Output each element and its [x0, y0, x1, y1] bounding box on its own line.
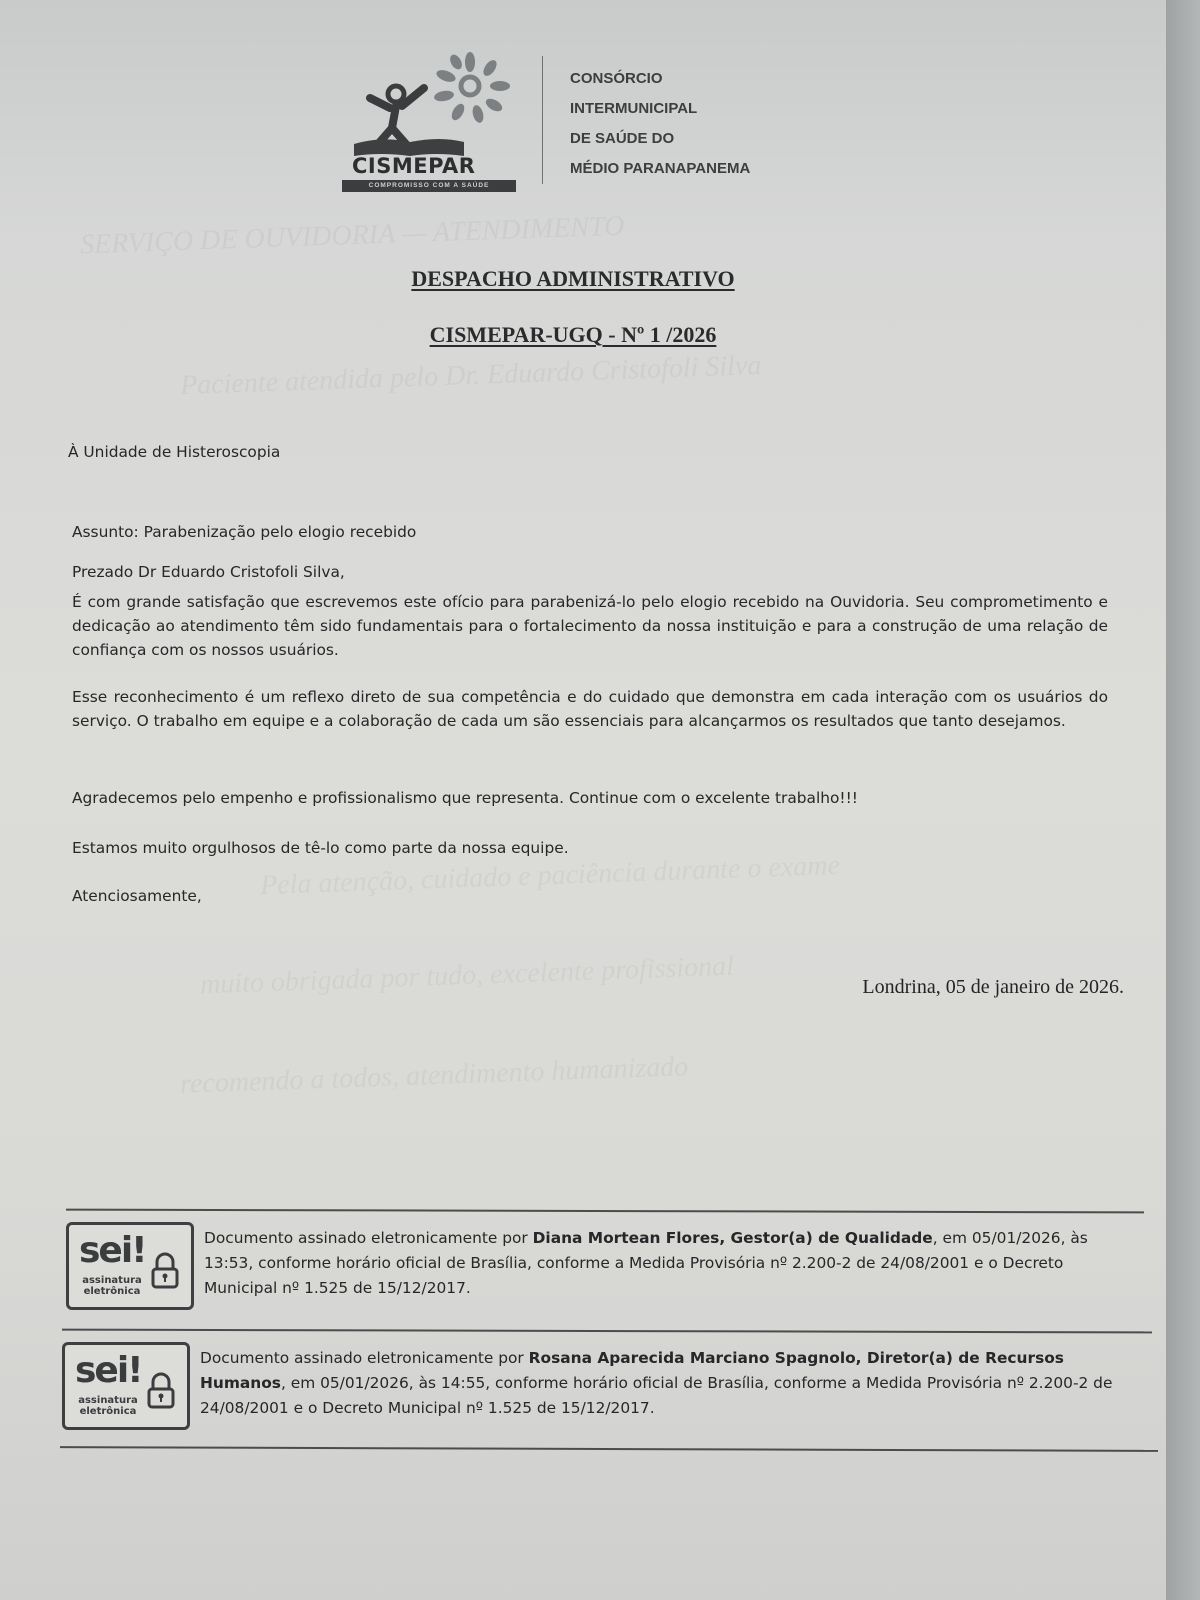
organization-name	[570, 64, 750, 184]
signature-divider	[60, 1446, 1158, 1452]
signature-text	[204, 1226, 1126, 1301]
paragraph: Agradecemos pelo empenho e profissionalismo que representa. Continue com o excelente trabalho!!!	[72, 789, 858, 807]
place-and-date: Londrina, 05 de janeiro de 2026.	[862, 976, 1124, 998]
bleed-through-text: Pela atenção, cuidado e paciência durante o exame	[259, 849, 841, 902]
subject-line: Assunto: Parabenização pelo elogio recebido	[72, 523, 417, 541]
signer-name-role: Diana Mortean Flores, Gestor(a) de Qualidade	[532, 1229, 933, 1247]
org-line: MÉDIO PARANAPANEMA	[570, 160, 751, 177]
closing: Atenciosamente,	[72, 887, 202, 905]
sei-caption-line: eletrônica	[83, 1286, 141, 1297]
org-line: CONSÓRCIO	[570, 70, 663, 87]
letterhead	[340, 48, 800, 198]
org-line: DE SAÚDE DO	[570, 130, 675, 147]
bleed-through-text: muito obrigada por tudo, excelente profissional	[199, 950, 735, 1001]
sei-caption-line: assinatura	[82, 1275, 142, 1286]
greeting: Prezado Dr Eduardo Cristofoli Silva,	[72, 563, 345, 581]
sei-badge-caption	[75, 1395, 141, 1417]
cismepar-logo	[340, 48, 530, 198]
sei-signature-badge	[66, 1222, 194, 1310]
signature-prefix: Documento assinado eletronicamente por	[200, 1349, 529, 1367]
signature-details: , em 05/01/2026, às 13:53, conforme horário oficial de Brasília, conforme a Medida Provisória nº 2.200-2 de 24/08/2001 e o Decreto Municipal nº 1.525 de 15/12/2017.	[204, 1229, 1088, 1297]
paragraph: Estamos muito orgulhosos de tê-lo como parte da nossa equipe.	[72, 839, 569, 857]
padlock-icon	[151, 1251, 179, 1291]
document-number-text: CISMEPAR-UGQ - Nº 1 /2026	[429, 322, 717, 347]
sei-logo: sei!	[75, 1350, 142, 1391]
logo-name: CISMEPAR	[352, 154, 476, 178]
document-title-text: DESPACHO ADMINISTRATIVO	[411, 266, 735, 291]
signer-name-role: Rosana Aparecida Marciano Spagnolo, Diretor(a) de Recursos Humanos	[200, 1349, 1064, 1392]
sei-logo: sei!	[79, 1230, 146, 1271]
electronic-signature-block	[62, 1342, 1122, 1438]
document-title	[0, 266, 1146, 292]
signature-details: , em 05/01/2026, às 14:55, conforme horário oficial de Brasília, conforme a Medida Provisória nº 2.200-2 de 24/08/2001 e o Decreto Municipal nº 1.525 de 15/12/2017.	[200, 1374, 1113, 1417]
electronic-signature-block	[66, 1222, 1126, 1318]
sei-caption-line: assinatura	[78, 1395, 138, 1406]
addressee: À Unidade de Histeroscopia	[68, 443, 281, 461]
sei-badge-caption	[79, 1275, 145, 1297]
org-line: INTERMUNICIPAL	[570, 100, 698, 117]
background-surface	[1166, 0, 1200, 1600]
signature-prefix: Documento assinado eletronicamente por	[204, 1229, 533, 1247]
document-number	[0, 322, 1146, 348]
bleed-through-text: recomendo a todos, atendimento humanizado	[179, 1051, 689, 1100]
sei-signature-badge	[62, 1342, 190, 1430]
header-divider	[542, 56, 543, 184]
bleed-through-text: SERVIÇO DE OUVIDORIA — ATENDIMENTO	[79, 210, 625, 261]
bleed-through-text: Paciente atendida pelo Dr. Eduardo Cristofoli Silva	[179, 349, 762, 402]
signature-divider	[62, 1329, 1152, 1334]
paragraph: É com grande satisfação que escrevemos este ofício para parabenizá-lo pelo elogio recebido na Ouvidoria. Seu comprometimento e dedicação ao atendimento têm sido fundamentais para o fortalecimento da nossa instituição e para a construção de uma relação de confiança com os nossos usuários.	[72, 593, 1108, 659]
signature-text	[200, 1346, 1122, 1421]
cismepar-emblem-icon	[340, 48, 530, 158]
padlock-icon	[147, 1371, 175, 1411]
signature-divider	[66, 1209, 1144, 1214]
sei-caption-line: eletrônica	[79, 1406, 137, 1417]
logo-tagline: COMPROMISSO COM A SAÚDE	[342, 180, 516, 192]
paragraph: Esse reconhecimento é um reflexo direto de sua competência e do cuidado que demonstra em cada interação com os usuários do serviço. O trabalho em equipe e a colaboração de cada um são essenciais para alcançarmos os resultados que tanto desejamos.	[72, 688, 1108, 730]
